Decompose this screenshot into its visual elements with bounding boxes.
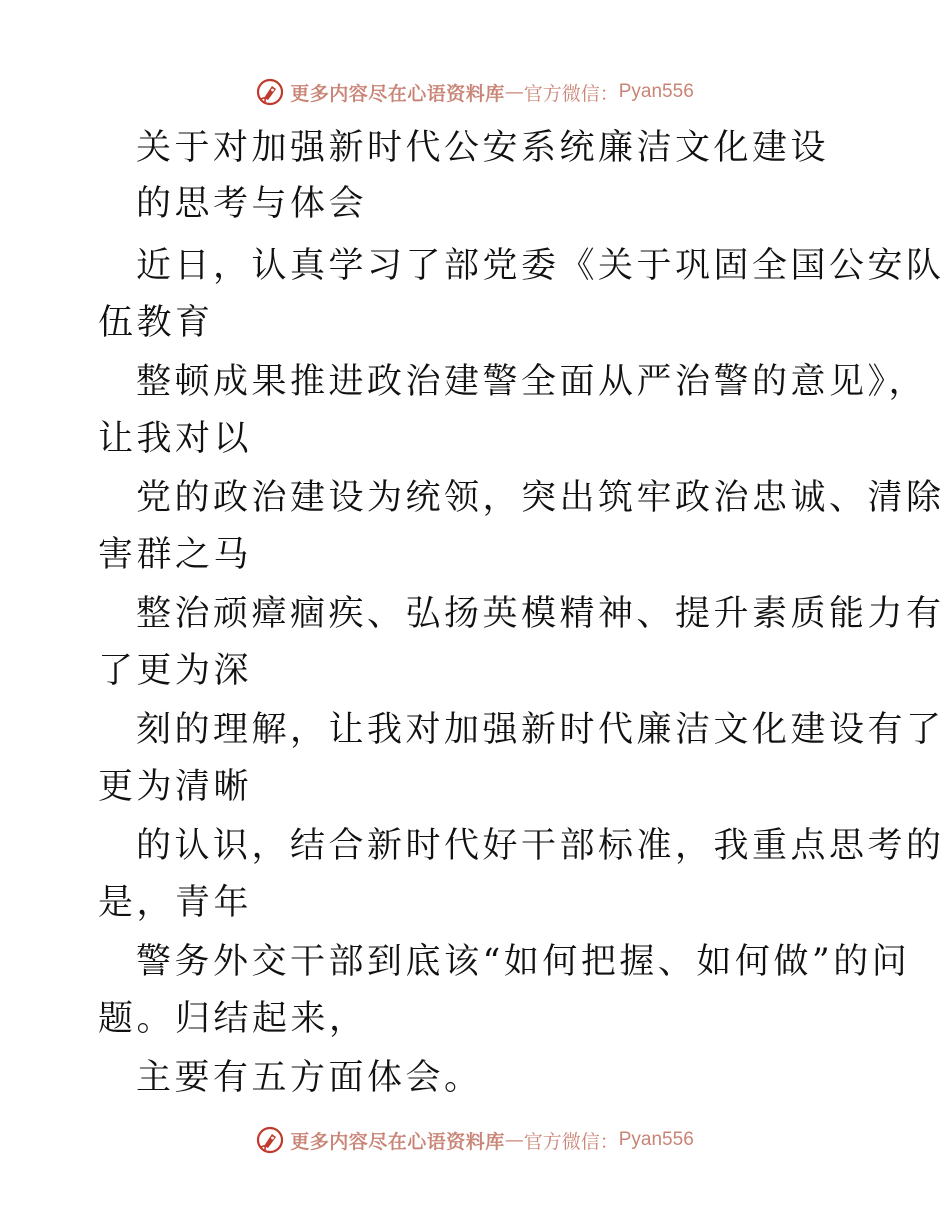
paragraph-line: 题。归结起来，: [98, 999, 368, 1039]
document-title-line-1: 关于对加强新时代公安系统廉洁文化建设: [136, 128, 830, 168]
paragraph-line: 刻的理解，让我对加强新时代廉洁文化建设有了: [136, 710, 945, 750]
pen-nib-logo-icon: [256, 1126, 284, 1154]
paragraph-line: 的认识，结合新时代好干部标准，我重点思考的: [136, 826, 945, 866]
paragraph-line: 让我对以: [98, 419, 253, 459]
paragraph-line: 整治顽瘴痼疾、弘扬英模精神、提升素质能力有: [136, 594, 945, 634]
paragraph-line: 了更为深: [98, 651, 253, 691]
paragraph-line: 伍教育: [98, 303, 214, 343]
watermark-main-text: 更多内容尽在心语资料库: [290, 82, 505, 105]
footer-watermark: [0, 1120, 950, 1160]
watermark-dash: —: [504, 81, 524, 103]
paragraph-line: 警务外交干部到底该“如何把握、如何做”的问: [136, 942, 911, 982]
paragraph-line: 害群之马: [98, 535, 253, 575]
paragraph-line: 主要有五方面体会。: [136, 1058, 483, 1098]
pen-nib-logo-icon: [256, 78, 284, 106]
watermark-main-text: 更多内容尽在心语资料库: [290, 1130, 505, 1153]
paragraph-line: 是，青年: [98, 883, 253, 923]
paragraph-line: 近日，认真学习了部党委《关于巩固全国公安队: [136, 246, 945, 286]
watermark-label: 官方微信：: [523, 82, 619, 105]
document-title-line-2: 的思考与体会: [136, 184, 368, 224]
watermark-label: 官方微信：: [523, 1130, 619, 1153]
header-watermark: [0, 72, 950, 112]
watermark-wechat-id: Pyan556: [618, 81, 694, 102]
paragraph-line: 整顿成果推进政治建警全面从严治警的意见》，: [136, 362, 928, 402]
watermark-dash: —: [504, 1129, 524, 1151]
paragraph-line: 党的政治建设为统领，突出筑牢政治忠诚、清除: [136, 478, 945, 518]
watermark-wechat-id: Pyan556: [618, 1129, 694, 1150]
paragraph-line: 更为清晰: [98, 767, 253, 807]
